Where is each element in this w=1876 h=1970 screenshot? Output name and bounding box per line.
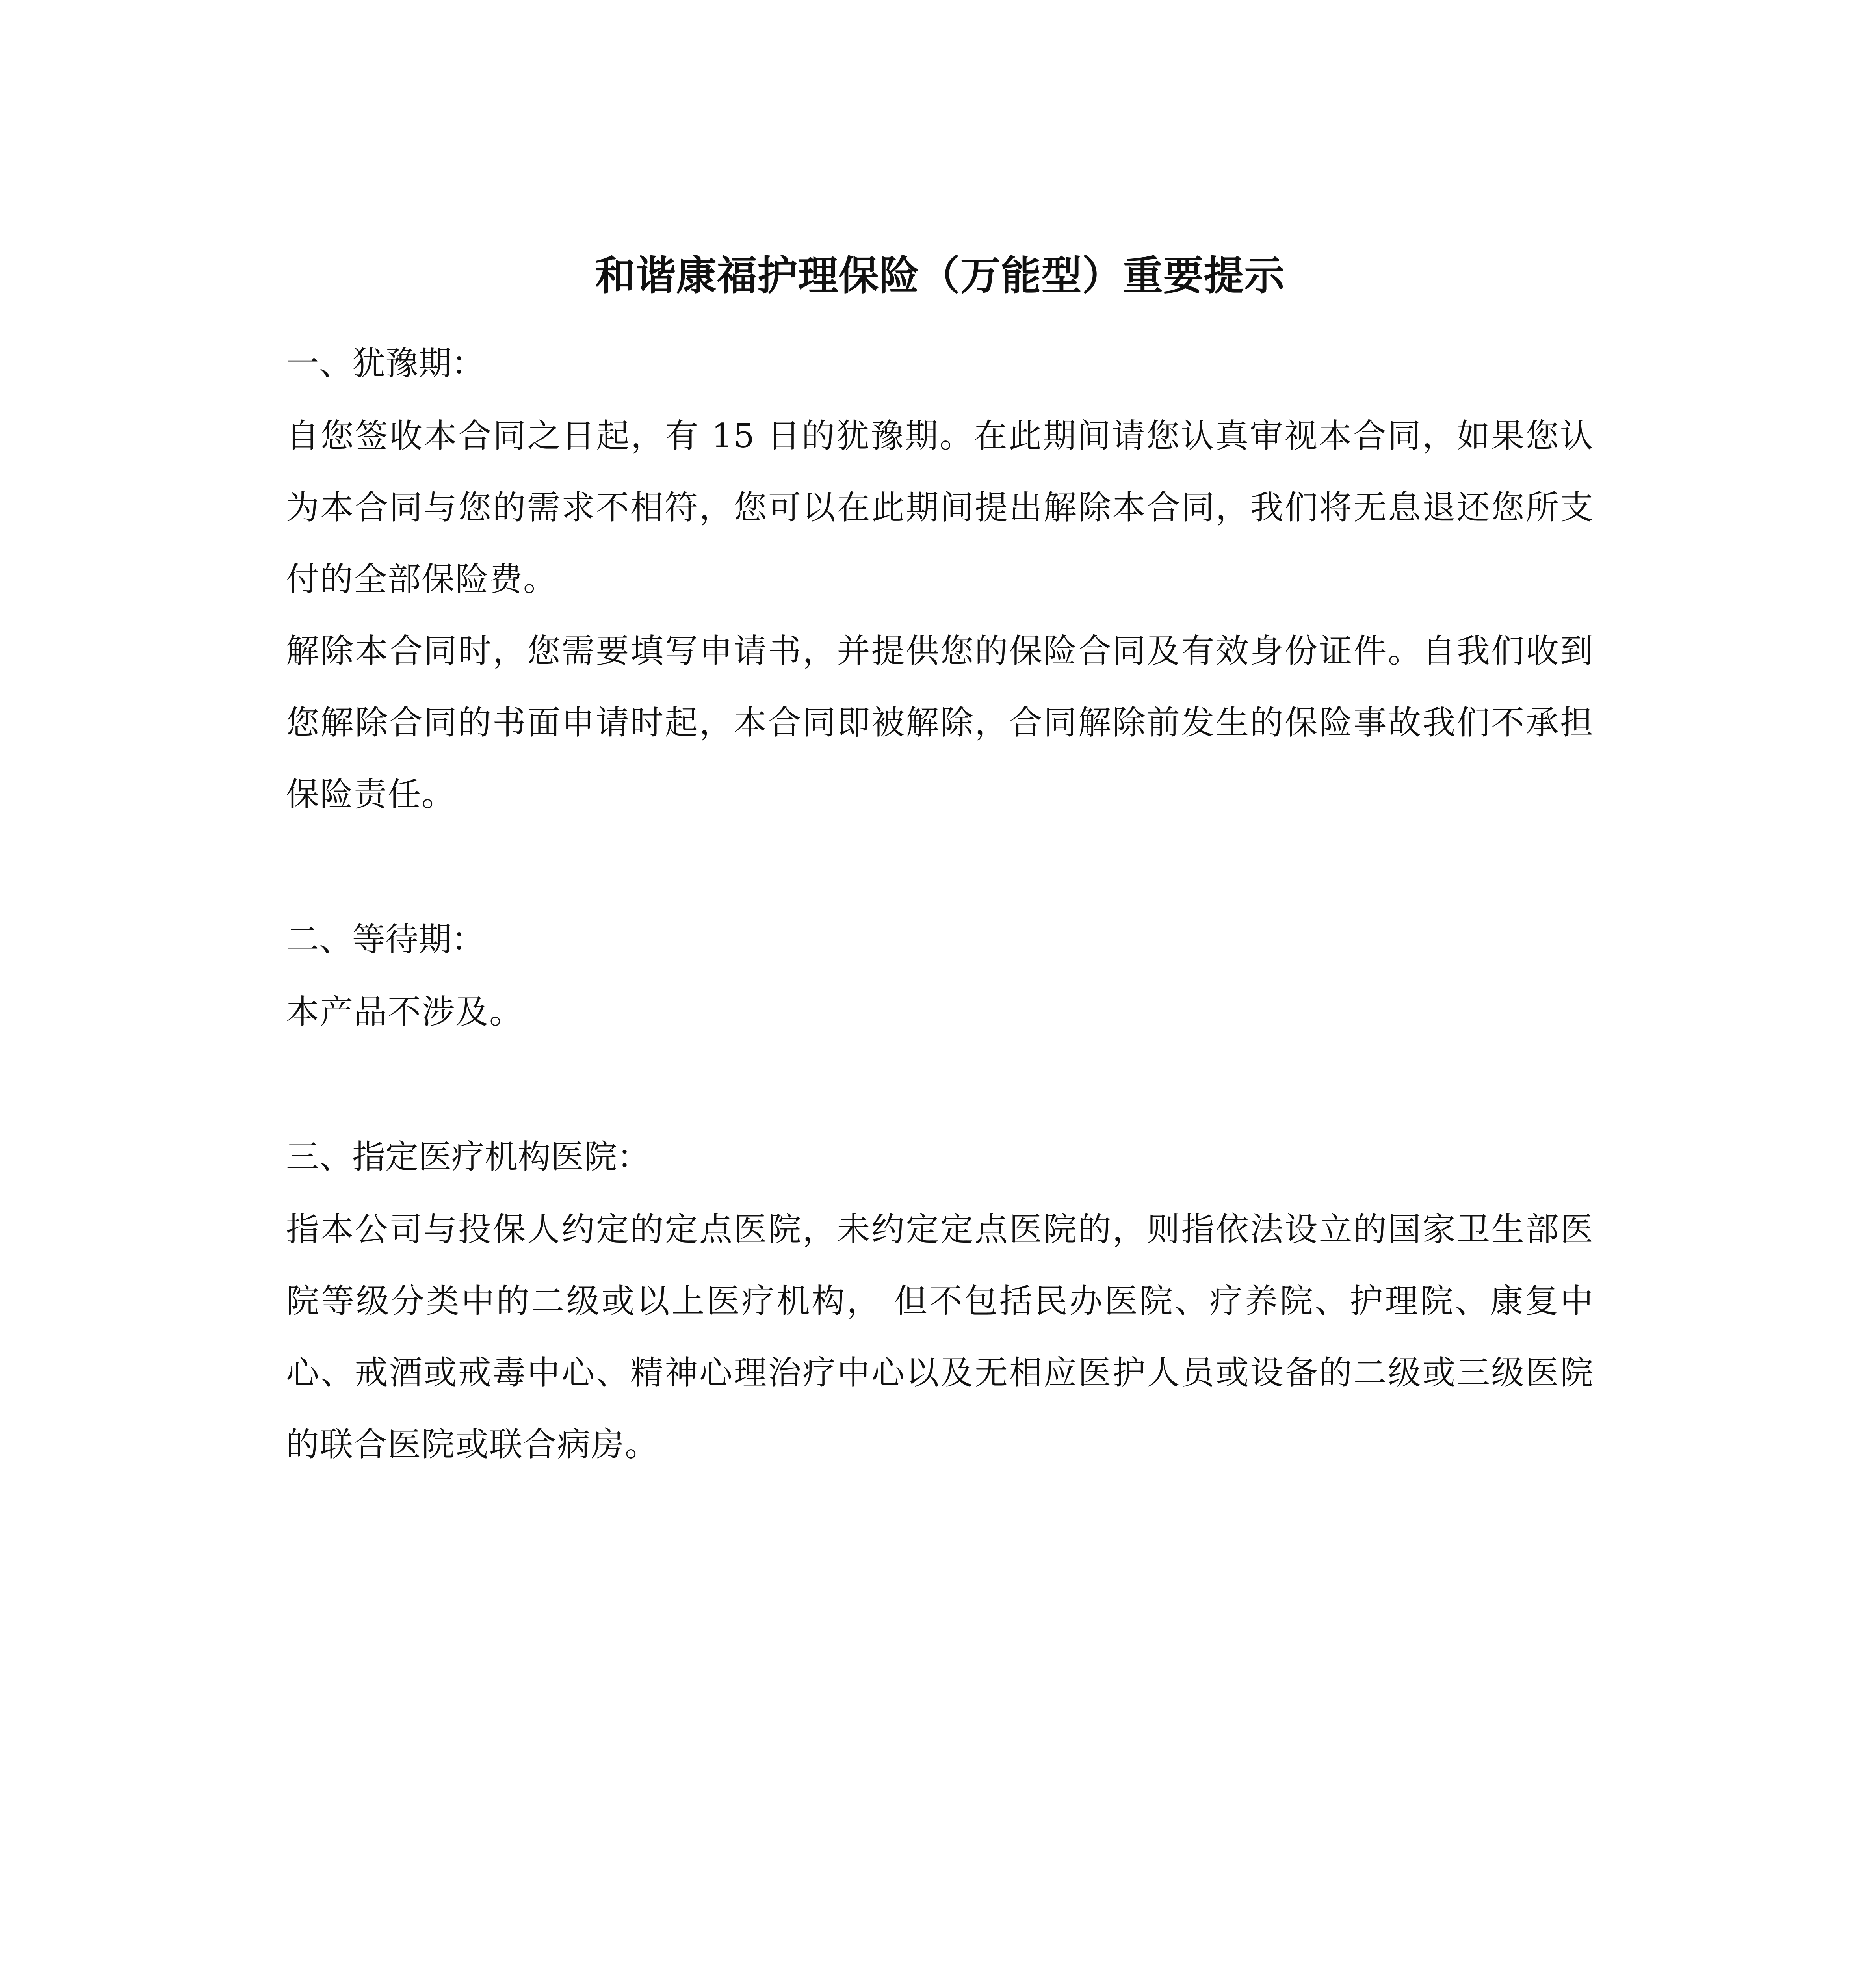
document-body [286, 236, 1594, 1480]
section-paragraph: 解除本合同时，您需要填写申请书，并提供您的保险合同及有效身份证件。自我们收到您解除合同的书面申请时起，本合同即被解除，合同解除前发生的保险事故我们不承担保险责任。 [286, 632, 1594, 814]
section-cooling-off-period [286, 327, 1594, 830]
section-paragraph: 自您签收本合同之日起，有 15 日的犹豫期。在此期间请您认真审视本合同，如果您认为本合同与您的需求不相符，您可以在此期间提出解除本合同，我们将无息退还您所支付的全部保险费。 [286, 416, 1594, 598]
section-paragraph: 本产品不涉及。 [286, 992, 524, 1031]
section-heading: 三、指定医疗机构医院： [286, 1137, 650, 1176]
section-waiting-period [286, 903, 1594, 1048]
document-title: 和谐康福护理保险（万能型）重要提示 [595, 252, 1285, 299]
section-designated-hospitals [286, 1121, 1594, 1480]
section-paragraph: 指本公司与投保人约定的定点医院，未约定定点医院的，则指依法设立的国家卫生部医院等级分类中的二级或以上医疗机构， 但不包括民办医院、疗养院、护理院、康复中心、戒酒或戒毒中心、精神心理治疗中心以及无相应医护人员或设备的二级或三级医院的联合医院或联合病房。 [286, 1210, 1594, 1464]
section-heading: 二、等待期： [286, 920, 485, 959]
section-heading: 一、犹豫期： [286, 344, 485, 383]
